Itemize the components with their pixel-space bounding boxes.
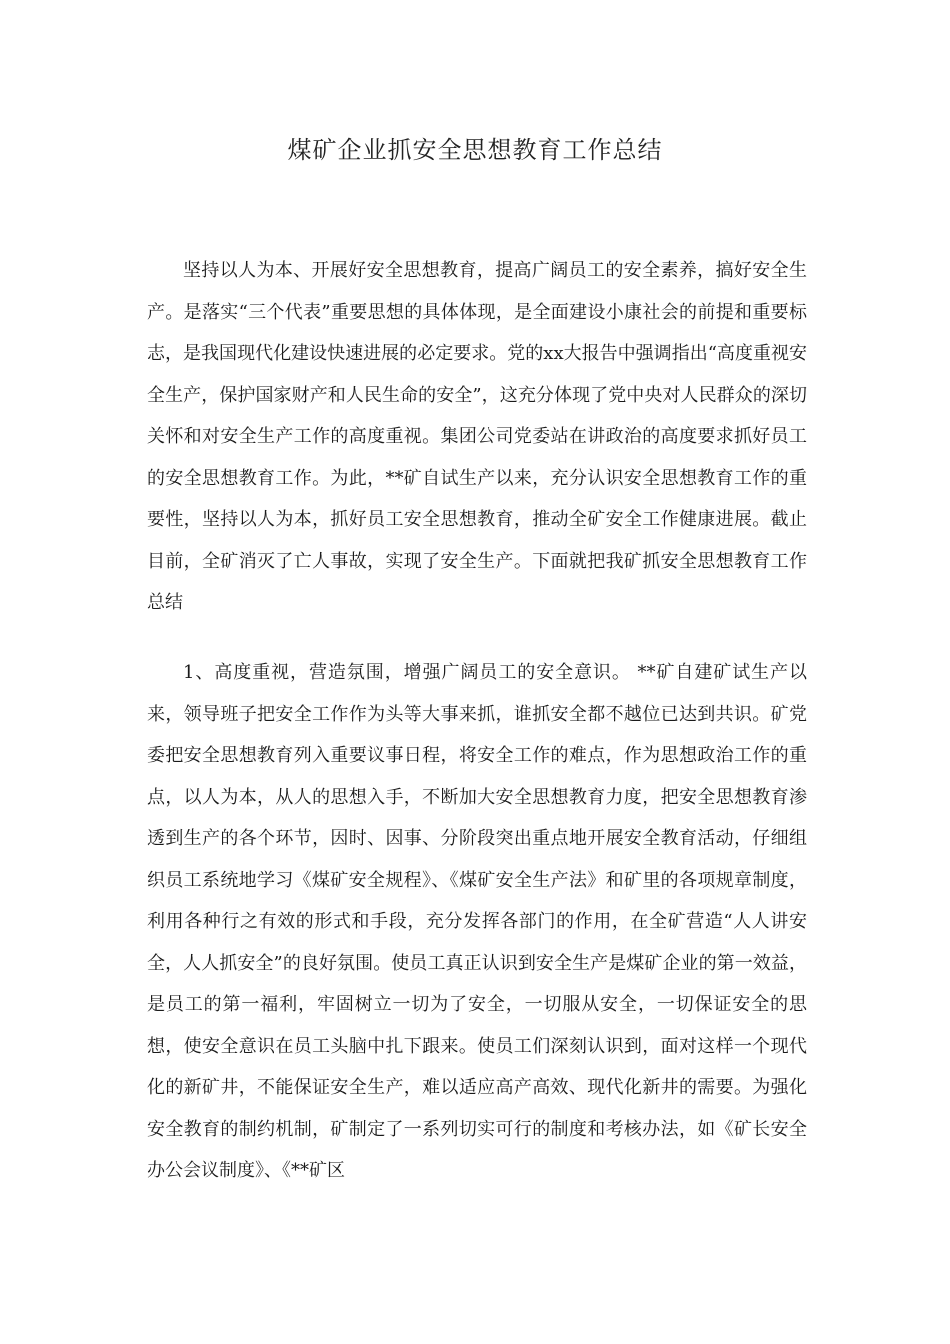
paragraph-section-1: 1、高度重视，营造氛围，增强广阔员工的安全意识。 **矿自建矿试生产以来，领导班子把安全工作作为头等大事来抓，谁抓安全都不越位已达到共识。矿党委把安全思想教育列入重要议事日程，将安全工作的难点，作为思想政治工作的重点，以人为本，从人的思想入手，不断加大安全思想教育力度，把安全思想教育渗透到生产的各个环节，因时、因事、分阶段突出重点地开展安全教育活动，仔细组织员工系统地学习《煤矿安全规程》、《煤矿安全生产法》和矿里的各项规章制度，利用各种行之有效的形式和手段，充分发挥各部门的作用，在全矿营造“人人讲安全，人人抓安全”的良好氛围。使员工真正认识到安全生产是煤矿企业的第一效益，是员工的第一福利，牢固树立一切为了安全，一切服从安全，一切保证安全的思想，使安全意识在员工头脑中扎下跟来。使员工们深刻认识到，面对这样一个现代化的新矿井，不能保证安全生产，难以适应高产高效、现代化新井的需要。为强化安全教育的制约机制，矿制定了一系列切实可行的制度和考核办法，如《矿长安全办公会议制度》、《**矿区 xyxy=(147,662,807,1181)
document-title: 煤矿企业抓安全思想教育工作总结 xyxy=(287,136,663,164)
paragraph-intro: 坚持以人为本、开展好安全思想教育，提高广阔员工的安全素养，搞好安全生产。是落实“三个代表”重要思想的具体体现，是全面建设小康社会的前提和重要标志，是我国现代化建设快速进展的必定要求。党的xx大报告中强调指出“高度重视安全生产，保护国家财产和人民生命的安全”，这充分体现了党中央对人民群众的深切关怀和对安全生产工作的高度重视。集团公司党委站在讲政治的高度要求抓好员工的安全思想教育工作。为此，**矿自试生产以来，充分认识安全思想教育工作的重要性，坚持以人为本，抓好员工安全思想教育，推动全矿安全工作健康进展。截止目前，全矿消灭了亡人事故，实现了安全生产。下面就把我矿抓安全思想教育工作总结 xyxy=(147,260,807,613)
